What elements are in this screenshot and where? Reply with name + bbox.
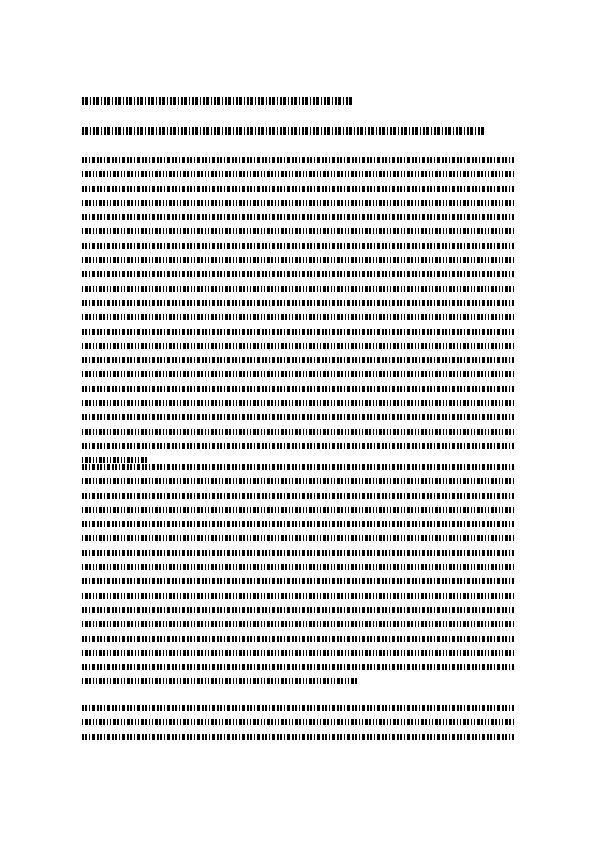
text-line	[82, 329, 514, 335]
text-line	[82, 228, 514, 234]
text-line	[82, 243, 514, 249]
text-line	[82, 343, 514, 349]
text-line	[82, 621, 514, 627]
text-line	[82, 650, 514, 656]
text-line	[82, 414, 514, 420]
text-line	[82, 457, 147, 463]
text-line	[82, 200, 514, 206]
text-line	[82, 300, 514, 306]
text-line	[82, 564, 514, 570]
text-line	[82, 719, 514, 725]
text-line	[82, 636, 514, 642]
text-line	[82, 678, 358, 684]
text-line	[82, 493, 514, 499]
text-line	[82, 550, 514, 556]
text-line	[82, 478, 514, 484]
text-line	[82, 578, 514, 584]
text-line	[82, 171, 514, 177]
text-line	[82, 429, 514, 435]
text-line	[82, 386, 514, 392]
text-line	[82, 271, 514, 277]
document-title	[82, 97, 352, 105]
text-line	[82, 286, 514, 292]
text-line	[82, 734, 514, 740]
text-line	[82, 400, 514, 406]
text-line	[82, 607, 514, 613]
text-line	[82, 214, 514, 220]
text-line	[82, 664, 514, 670]
text-line	[82, 357, 514, 363]
paragraph-2	[82, 464, 514, 693]
text-line	[82, 443, 514, 449]
text-line	[82, 507, 514, 513]
text-line	[82, 464, 514, 470]
text-line	[82, 521, 514, 527]
text-line	[82, 535, 514, 541]
text-line	[82, 314, 514, 320]
text-line	[82, 371, 514, 377]
paragraph-3	[82, 705, 514, 748]
text-line	[82, 257, 514, 263]
text-line	[82, 705, 514, 711]
text-line	[82, 593, 514, 599]
paragraph-1	[82, 157, 514, 472]
document-subtitle	[82, 127, 484, 135]
text-line	[82, 157, 514, 163]
text-line	[82, 186, 514, 192]
